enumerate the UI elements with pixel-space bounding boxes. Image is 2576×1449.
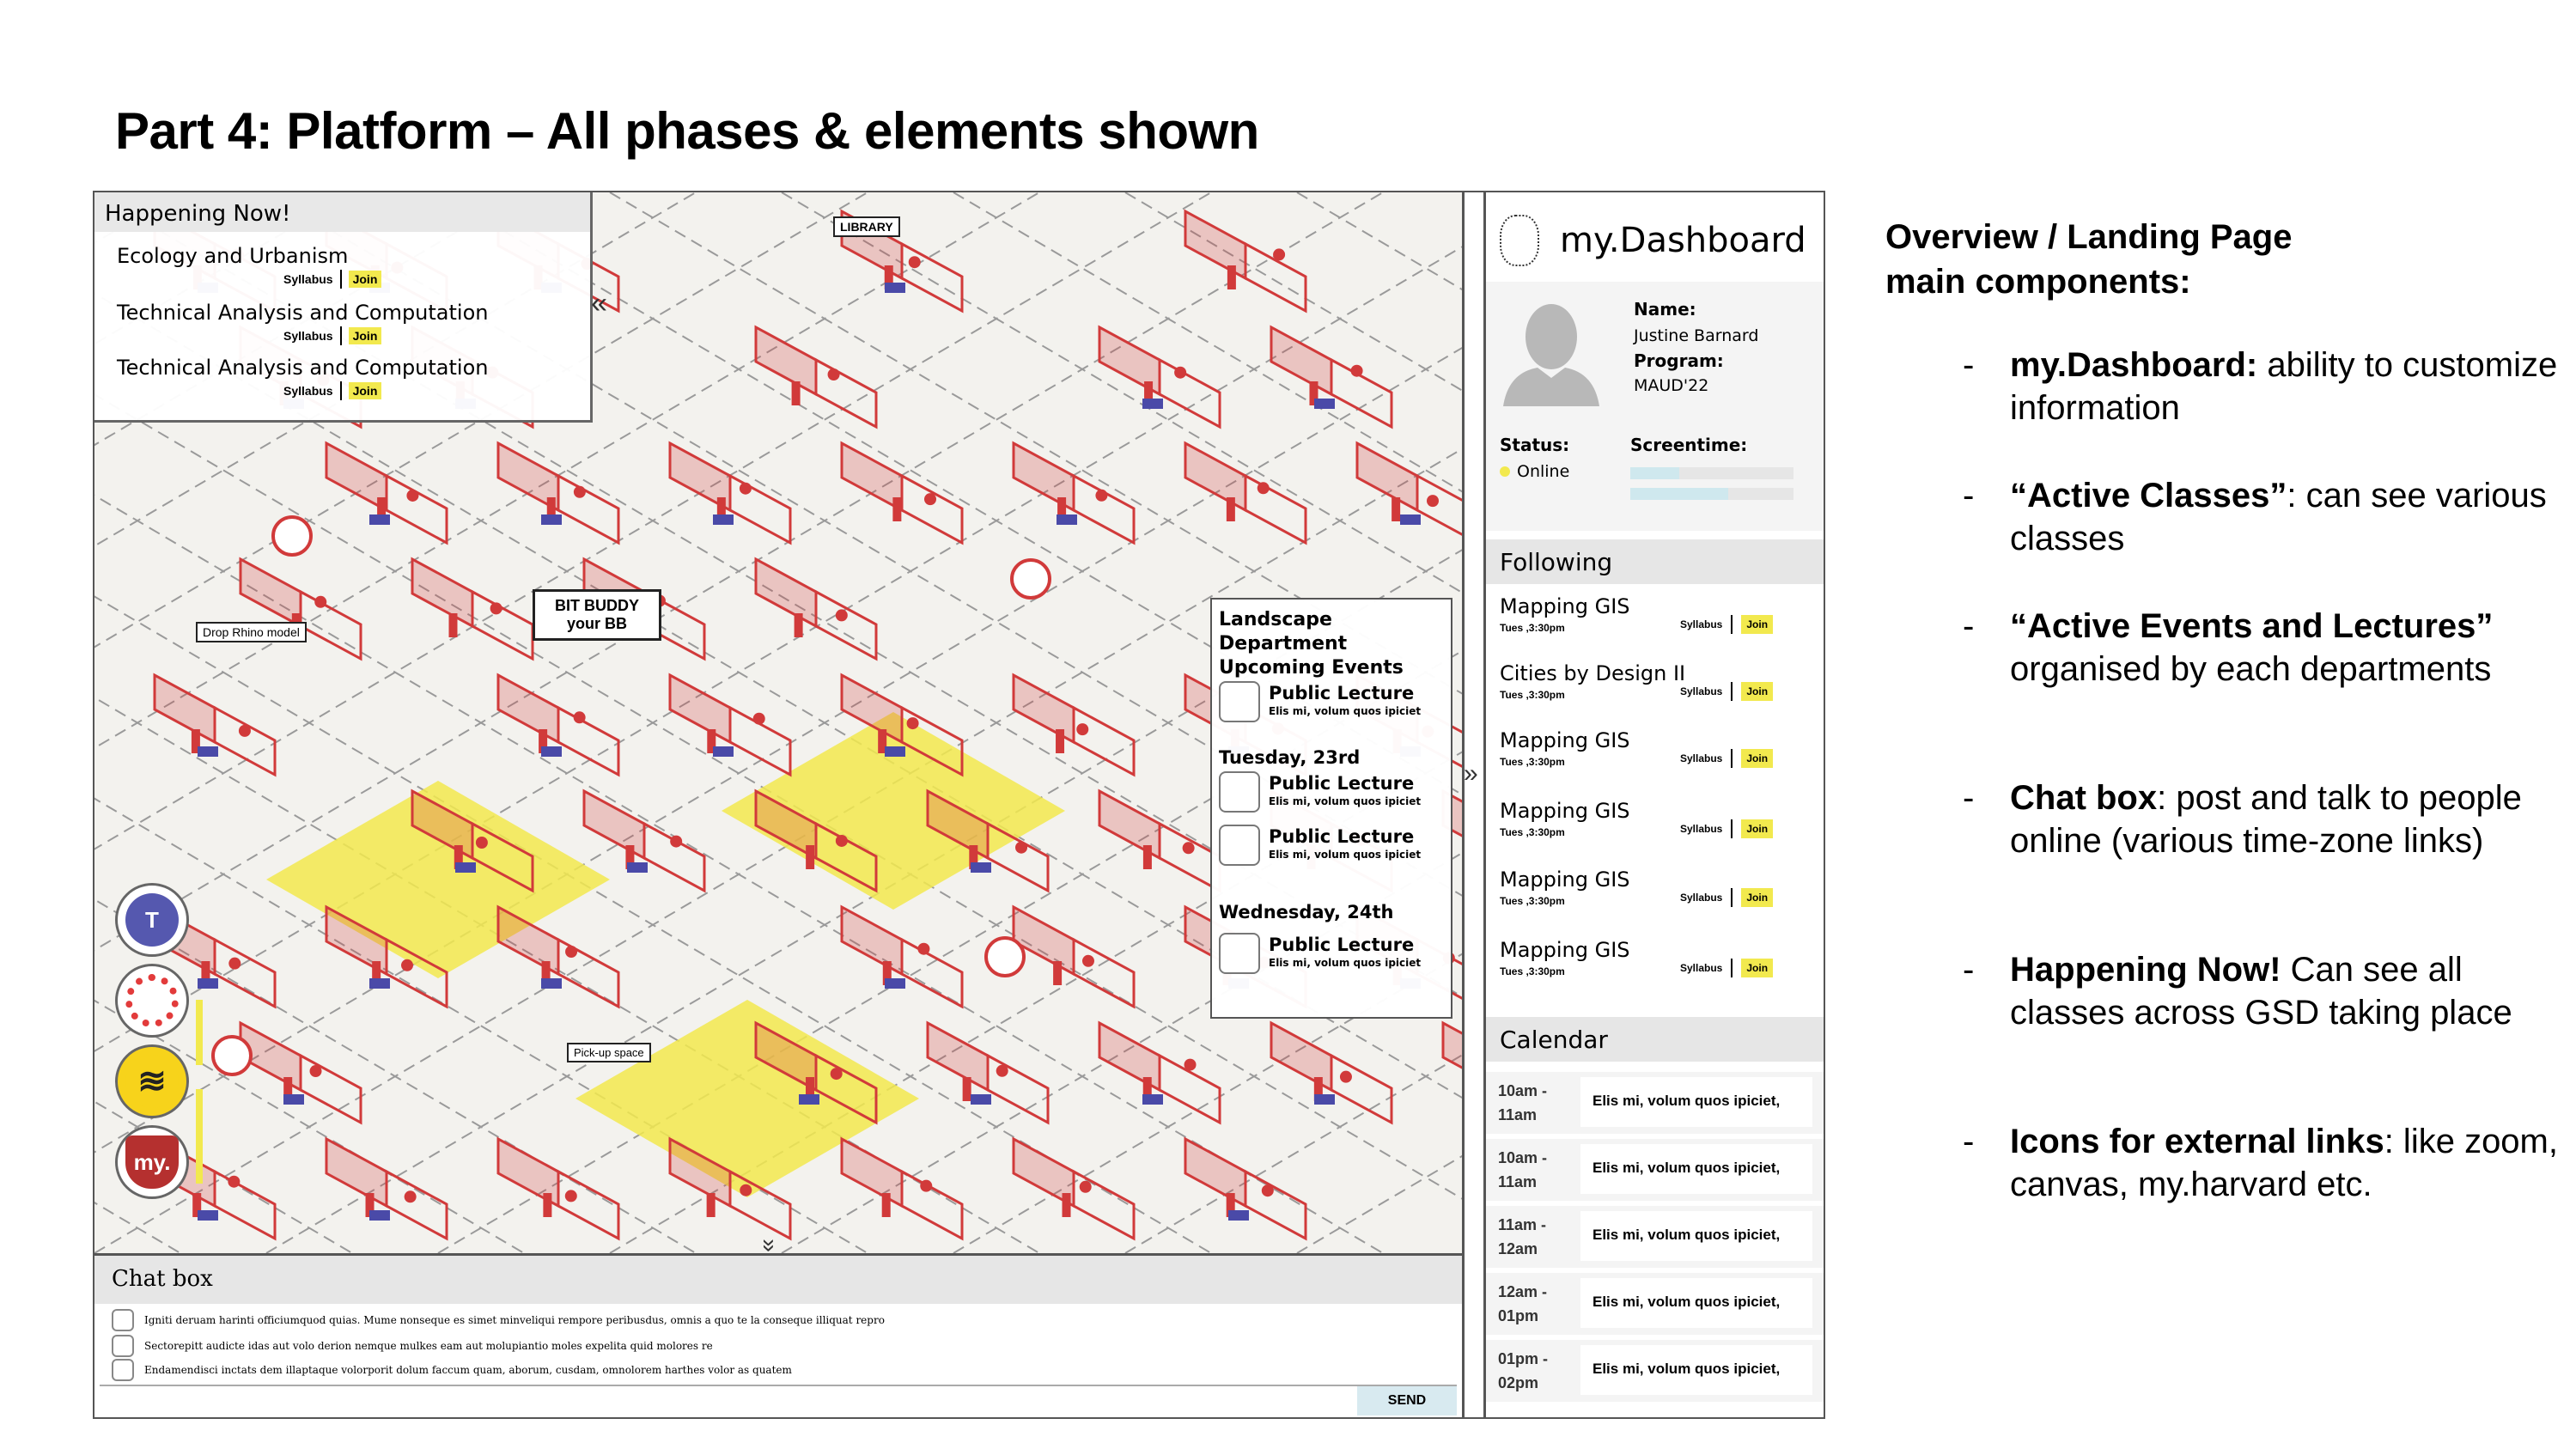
following-item <box>1500 938 1818 998</box>
furniture <box>713 746 734 757</box>
furniture <box>541 514 562 525</box>
teams-glyph: T <box>125 893 179 947</box>
highlight-bar <box>196 1089 203 1184</box>
chat-message-text: Igniti deruam harinti officiumquod quias. Mume nonseque es simet minveliqui rempore peribusdus, omnis a quo te la conseque illiquat repro <box>144 1314 885 1326</box>
bullet-dash: - <box>1963 477 1975 514</box>
join-button[interactable]: Join <box>1741 682 1773 701</box>
join-button[interactable]: Join <box>349 382 382 399</box>
bullet-dash: - <box>1963 951 1975 989</box>
furniture <box>885 746 905 757</box>
calendar-entry[interactable]: Elis mi, volum quos ipiciet, <box>1580 1345 1812 1395</box>
syllabus-link[interactable]: Syllabus <box>1680 752 1723 764</box>
following-class-name: Mapping GIS <box>1500 868 1630 892</box>
chat-input[interactable] <box>100 1385 1457 1416</box>
bullet-bold: Chat box <box>2010 779 2158 817</box>
events-panel <box>1210 598 1452 1019</box>
syllabus-link[interactable]: Syllabus <box>1680 823 1723 835</box>
notes-heading-line1: Overview / Landing Page <box>1885 218 2293 256</box>
furniture <box>541 746 562 757</box>
furniture <box>1314 1094 1335 1105</box>
calendar-row <box>1486 1072 1825 1134</box>
following-class-name: Mapping GIS <box>1500 799 1630 823</box>
screentime-fill <box>1630 488 1728 500</box>
person-figure <box>1015 842 1027 854</box>
bullet-text: Can see all classes across GSD taking place <box>2010 951 2512 1032</box>
person-figure <box>1076 723 1088 735</box>
event-item[interactable] <box>1219 771 1447 814</box>
person-figure <box>1351 365 1363 377</box>
person-figure <box>740 483 752 495</box>
person-figure <box>543 1193 551 1217</box>
dashboard-brand <box>1500 204 1818 277</box>
link-separator <box>1731 888 1733 907</box>
following-item <box>1500 594 1818 654</box>
person-figure <box>753 713 765 725</box>
syllabus-link[interactable]: Syllabus <box>1680 685 1723 697</box>
bullet-bold: “Active Events and Lectures” <box>2010 607 2494 645</box>
following-class-time: Tues ,3:30pm <box>1500 965 1565 977</box>
following-title: Following <box>1486 539 1825 584</box>
happening-now-title: Happening Now! <box>94 192 590 232</box>
question-marker <box>273 517 311 555</box>
person-figure <box>1143 845 1152 869</box>
join-button[interactable]: Join <box>1741 749 1773 768</box>
following-item <box>1500 728 1818 788</box>
syllabus-link[interactable]: Syllabus <box>1680 892 1723 904</box>
person-figure <box>920 1180 932 1192</box>
calendar-time-end: 02pm <box>1498 1374 1539 1391</box>
person-figure <box>565 1190 577 1202</box>
join-button[interactable]: Join <box>1741 888 1773 907</box>
person-figure <box>1273 248 1285 260</box>
calendar-row <box>1486 1206 1825 1268</box>
calendar-time <box>1498 1280 1567 1328</box>
note-bullet <box>1963 474 2576 560</box>
following-links <box>1680 615 1773 634</box>
furniture <box>885 978 905 989</box>
event-day: Tuesday, 23rd <box>1219 747 1361 768</box>
syllabus-link[interactable]: Syllabus <box>283 329 333 343</box>
bullet-dash: - <box>1963 779 1975 817</box>
calendar-time-start: 10am - <box>1498 1082 1548 1099</box>
link-separator <box>1731 959 1733 977</box>
person-figure <box>1227 265 1236 289</box>
join-button[interactable]: Join <box>349 327 382 344</box>
calendar-time-start: 12am - <box>1498 1283 1548 1300</box>
note-bullet <box>1963 605 2576 691</box>
link-separator <box>1731 749 1733 768</box>
person-figure <box>907 717 919 729</box>
join-button[interactable]: Join <box>1741 819 1773 838</box>
following-class-name: Mapping GIS <box>1500 594 1630 618</box>
chat-message <box>112 1309 885 1331</box>
furniture <box>971 1094 991 1105</box>
person-figure <box>449 613 458 637</box>
calendar-entry[interactable]: Elis mi, volum quos ipiciet, <box>1580 1077 1812 1127</box>
calendar-row <box>1486 1139 1825 1201</box>
syllabus-link[interactable]: Syllabus <box>1680 618 1723 630</box>
note-bullet <box>1963 1120 2576 1206</box>
platform-frame <box>93 191 1825 1419</box>
myharvard-glyph: my. <box>125 1135 179 1189</box>
bullet-bold: Happening Now! <box>2010 951 2281 989</box>
chat-title: Chat box <box>94 1256 1462 1304</box>
person-figure <box>476 837 488 849</box>
syllabus-link[interactable]: Syllabus <box>1680 962 1723 974</box>
furniture <box>369 978 390 989</box>
map-label-pickup: Pick-up space <box>567 1043 651 1062</box>
highlight-bar <box>196 1000 203 1065</box>
following-class-time: Tues ,3:30pm <box>1500 622 1565 634</box>
furniture <box>369 514 390 525</box>
person-figure <box>239 725 251 737</box>
happening-class-links <box>283 381 381 400</box>
furniture <box>283 1094 304 1105</box>
person-figure <box>1184 1059 1197 1071</box>
furniture <box>541 978 562 989</box>
person-figure <box>1427 495 1439 507</box>
event-name: Public Lecture <box>1269 683 1415 703</box>
person-figure <box>1082 955 1094 967</box>
calendar-time-end: 12am <box>1498 1240 1538 1257</box>
person-figure <box>574 486 586 498</box>
screentime-bar <box>1630 467 1793 479</box>
calendar-entry[interactable]: Elis mi, volum quos ipiciet, <box>1580 1278 1812 1328</box>
dashboard-logo-icon <box>1500 215 1539 266</box>
calendar-entry[interactable]: Elis mi, volum quos ipiciet, <box>1580 1211 1812 1261</box>
person-figure <box>828 368 840 381</box>
person-figure <box>565 946 577 958</box>
note-bullet <box>1963 776 2576 862</box>
person-figure <box>909 256 921 268</box>
person-figure <box>1056 729 1064 753</box>
bullet-text: : can see various classes <box>2010 477 2547 557</box>
map-label-library: LIBRARY <box>833 216 900 237</box>
calendar-time-end: 11am <box>1498 1106 1538 1123</box>
person-figure <box>314 596 326 608</box>
calendar-title: Calendar <box>1486 1017 1825 1062</box>
chat-checkbox[interactable] <box>112 1309 134 1331</box>
link-separator <box>1731 615 1733 634</box>
syllabus-link[interactable]: Syllabus <box>283 272 333 286</box>
link-separator <box>340 270 342 289</box>
person-figure <box>574 711 586 723</box>
screentime-label: Screentime: <box>1630 435 1748 455</box>
happening-class-name: Ecology and Urbanism <box>117 244 349 268</box>
note-bullet <box>1963 344 2576 429</box>
person-figure <box>831 1068 843 1080</box>
canvas-icon[interactable] <box>115 964 189 1038</box>
miro-glyph: ≋ <box>125 1055 179 1108</box>
person-figure <box>1080 1181 1092 1193</box>
person-figure <box>1183 842 1195 854</box>
person-figure <box>406 490 418 502</box>
event-checkbox[interactable] <box>1219 825 1260 866</box>
collapse-left-icon[interactable]: « <box>591 287 607 320</box>
map-label-bit-buddy: BIT BUDDY your BB <box>533 589 661 641</box>
note-bullet <box>1963 948 2576 1034</box>
bullet-text: ability to customize information <box>2010 346 2558 427</box>
furniture <box>1314 399 1335 409</box>
question-marker <box>986 938 1024 976</box>
status-dot-icon <box>1500 466 1510 477</box>
dashboard-title: my.Dashboard <box>1560 221 1806 260</box>
following-links <box>1680 682 1773 701</box>
person-figure <box>1392 497 1400 521</box>
person-figure <box>490 602 502 614</box>
chat-message-text: Sectorepitt audicte idas aut volo derion nemque mulkes eam aut molupiantio moles expelita quid molores re <box>144 1340 713 1352</box>
screentime-bar <box>1630 488 1793 500</box>
overview-notes <box>1885 215 2538 304</box>
person-figure <box>924 493 936 505</box>
chat-checkbox[interactable] <box>112 1335 134 1357</box>
syllabus-link[interactable]: Syllabus <box>283 384 333 398</box>
person-figure <box>670 836 682 848</box>
collapse-down-icon[interactable]: » <box>756 1239 783 1252</box>
calendar-time-start: 11am - <box>1498 1216 1547 1233</box>
event-item[interactable] <box>1219 933 1447 976</box>
person-figure <box>1063 1193 1071 1217</box>
following-class-name: Cities by Design II <box>1500 661 1686 685</box>
slide-title: Part 4: Platform – All phases & elements shown <box>115 102 1259 160</box>
join-button[interactable]: Join <box>1741 959 1773 977</box>
person-figure <box>1258 482 1270 494</box>
name-value: Justine Barnard <box>1634 326 1759 345</box>
event-name: Public Lecture <box>1269 935 1415 955</box>
calendar-time-start: 01pm - <box>1498 1350 1549 1367</box>
person-figure <box>1053 961 1062 985</box>
happening-class-links <box>283 326 381 345</box>
question-marker <box>1012 560 1050 598</box>
following-links <box>1680 819 1773 838</box>
collapse-right-icon[interactable]: » <box>1464 759 1478 788</box>
calendar-time-start: 10am - <box>1498 1149 1548 1166</box>
happening-class-name: Technical Analysis and Computation <box>117 301 489 325</box>
bullet-bold: Icons for external links <box>2010 1123 2384 1160</box>
event-checkbox[interactable] <box>1219 933 1260 974</box>
name-label: Name: <box>1634 299 1696 320</box>
chat-checkbox[interactable] <box>112 1359 134 1381</box>
miro-icon[interactable] <box>115 1044 189 1118</box>
status-value: Online <box>1517 462 1570 481</box>
person-figure <box>836 835 848 847</box>
following-item <box>1500 799 1818 859</box>
person-figure <box>1095 490 1107 502</box>
happening-class-links <box>283 270 381 289</box>
notes-heading-line2: main components: <box>1885 263 2191 301</box>
person-figure <box>401 959 413 971</box>
person-figure <box>792 381 801 405</box>
events-subtitle: Upcoming Events <box>1219 657 1404 679</box>
map-label-drop-rhino: Drop Rhino model <box>196 622 307 642</box>
person-figure <box>228 958 241 970</box>
link-separator <box>1731 819 1733 838</box>
event-item[interactable] <box>1219 681 1447 724</box>
bullet-text: organised by each departments <box>2010 650 2492 688</box>
person-figure <box>405 1190 417 1202</box>
event-desc: Elis mi, volum quos ipiciet <box>1269 849 1422 861</box>
person-figure <box>740 1184 752 1196</box>
event-desc: Elis mi, volum quos ipiciet <box>1269 705 1422 717</box>
chat-message <box>112 1359 792 1381</box>
furniture <box>198 978 218 989</box>
calendar-entry[interactable]: Elis mi, volum quos ipiciet, <box>1580 1144 1812 1194</box>
calendar-time-end: 11am <box>1498 1173 1538 1190</box>
happening-now-panel <box>94 192 593 423</box>
person-figure <box>795 613 803 637</box>
furniture <box>198 746 218 757</box>
teams-icon[interactable] <box>115 883 189 957</box>
send-button[interactable]: SEND <box>1357 1386 1457 1416</box>
furniture <box>1057 514 1077 525</box>
person-figure <box>917 943 929 955</box>
person-figure <box>707 1193 716 1217</box>
bullet-dash: - <box>1963 1123 1975 1160</box>
following-class-time: Tues ,3:30pm <box>1500 689 1565 701</box>
calendar-time-end: 01pm <box>1498 1307 1539 1324</box>
link-separator <box>1731 682 1733 701</box>
furniture <box>198 1210 218 1221</box>
person-figure <box>892 497 901 521</box>
bullet-dash: - <box>1963 607 1975 645</box>
join-button[interactable]: Join <box>1741 615 1773 634</box>
event-name: Public Lecture <box>1269 773 1415 794</box>
following-item <box>1500 661 1818 721</box>
furniture <box>1228 1210 1249 1221</box>
dashboard-panel <box>1486 192 1825 1419</box>
calendar-time <box>1498 1213 1567 1261</box>
calendar-time <box>1498 1347 1567 1395</box>
following-links <box>1680 749 1773 768</box>
following-class-name: Mapping GIS <box>1500 728 1630 752</box>
following-item <box>1500 868 1818 928</box>
question-marker <box>213 1037 251 1075</box>
chat-message <box>112 1335 713 1357</box>
furniture <box>1142 399 1163 409</box>
furniture <box>971 862 991 873</box>
bullet-bold: “Active Classes” <box>2010 477 2287 514</box>
event-name: Public Lecture <box>1269 826 1415 847</box>
following-class-time: Tues ,3:30pm <box>1500 756 1565 768</box>
happening-class-name: Technical Analysis and Computation <box>117 356 489 380</box>
chat-box <box>94 1253 1462 1419</box>
furniture <box>713 514 734 525</box>
following-links <box>1680 888 1773 907</box>
furniture <box>627 862 648 873</box>
canvas-glyph <box>125 974 179 1027</box>
furniture <box>799 1094 819 1105</box>
person-figure <box>1174 367 1186 379</box>
furniture <box>369 1210 390 1221</box>
join-button[interactable]: Join <box>349 271 382 288</box>
panel-divider <box>1462 192 1486 1419</box>
calendar-time <box>1498 1146 1567 1194</box>
calendar-time <box>1498 1079 1567 1127</box>
bullet-text: : like zoom, canvas, my.harvard etc. <box>2010 1123 2558 1203</box>
status-badge <box>1500 462 1569 481</box>
profile-card <box>1486 282 1825 531</box>
person-figure <box>1262 1184 1274 1196</box>
person-figure <box>836 609 848 621</box>
event-day: Wednesday, 24th <box>1219 902 1394 922</box>
program-value: MAUD'22 <box>1634 376 1709 395</box>
furniture <box>1142 1094 1163 1105</box>
avatar-icon <box>1500 299 1603 406</box>
furniture <box>885 283 905 293</box>
person-figure <box>310 1065 322 1077</box>
calendar-row <box>1486 1340 1825 1402</box>
event-checkbox[interactable] <box>1219 681 1260 722</box>
calendar-row <box>1486 1273 1825 1335</box>
following-class-time: Tues ,3:30pm <box>1500 895 1565 907</box>
person-figure <box>963 1077 971 1101</box>
event-desc: Elis mi, volum quos ipiciet <box>1269 795 1422 807</box>
person-figure <box>996 1065 1008 1077</box>
bullet-text: : post and talk to people online (various time-zone links) <box>2010 779 2522 860</box>
person-figure <box>1340 1071 1352 1083</box>
following-class-time: Tues ,3:30pm <box>1500 826 1565 838</box>
furniture <box>1400 514 1421 525</box>
bullet-bold: my.Dashboard: <box>2010 346 2258 384</box>
furniture <box>455 862 476 873</box>
chat-message-text: Endamendisci inctats dem illaptaque volorporit dolum faccum quam, aborum, cusdam, omnolorem harthes volor as quatem <box>144 1364 792 1376</box>
person-figure <box>806 845 814 869</box>
event-item[interactable] <box>1219 825 1447 868</box>
bullet-dash: - <box>1963 346 1975 384</box>
program-label: Program: <box>1634 350 1724 371</box>
status-label: Status: <box>1500 435 1570 455</box>
following-class-name: Mapping GIS <box>1500 938 1630 962</box>
events-dept-title: Landscape Department <box>1219 609 1348 654</box>
person-figure <box>228 1176 240 1188</box>
event-desc: Elis mi, volum quos ipiciet <box>1269 957 1422 969</box>
myharvard-icon[interactable] <box>115 1125 189 1199</box>
event-checkbox[interactable] <box>1219 771 1260 813</box>
link-separator <box>340 326 342 345</box>
person-figure <box>1227 497 1235 521</box>
screentime-fill <box>1630 467 1679 479</box>
following-links <box>1680 959 1773 977</box>
person-figure <box>882 1193 891 1217</box>
link-separator <box>340 381 342 400</box>
